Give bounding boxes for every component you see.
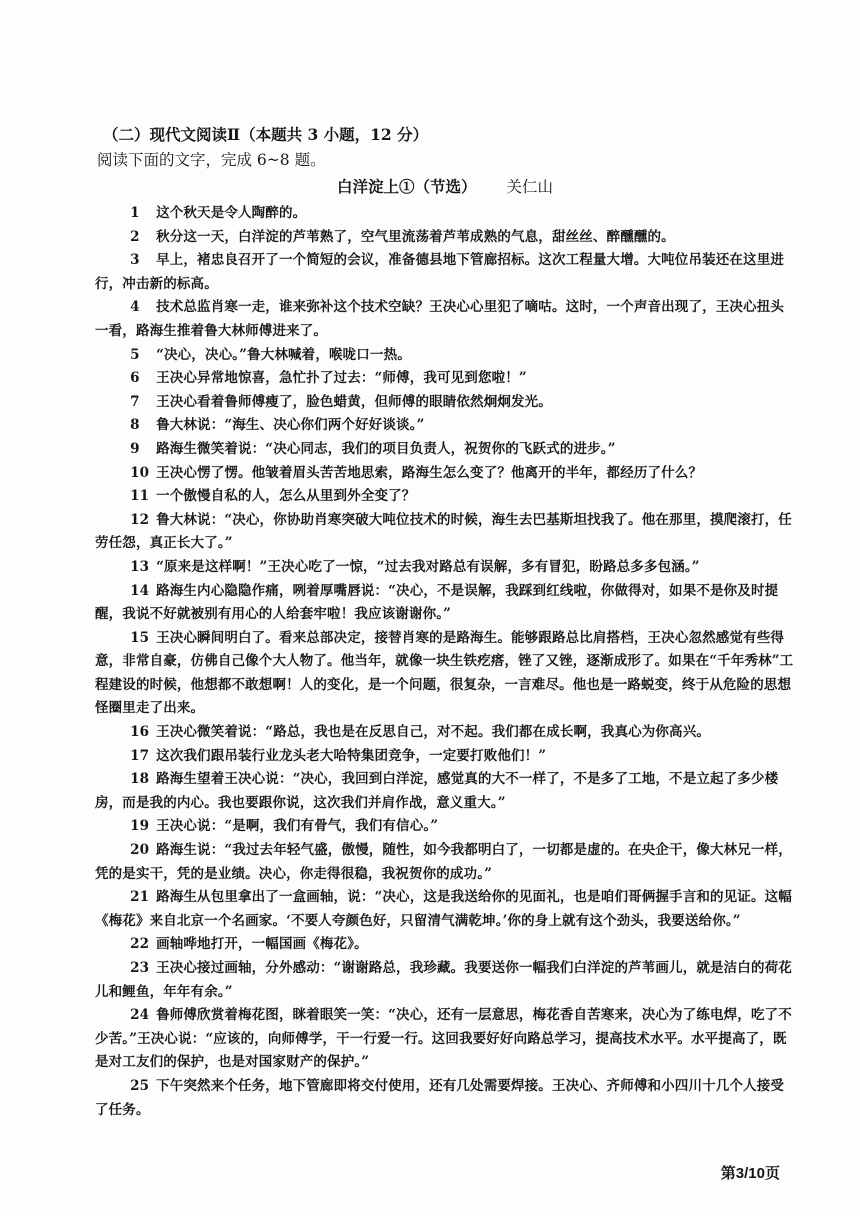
paragraph-text: 王决心看着鲁师傅瘦了，脸色蜡黄，但师傅的眼睛依然炯炯发光。 [156, 393, 552, 410]
paragraph-number: 24 [130, 1007, 150, 1024]
paragraph-number: 15 [130, 629, 150, 646]
article-paragraph [95, 957, 795, 1004]
paragraph-number: 1 [130, 205, 140, 221]
article-paragraph [95, 556, 795, 580]
article-author: 关仁山 [506, 178, 554, 196]
article-paragraph [95, 745, 795, 769]
paragraph-text: 画轴哗地打开，一幅国画《梅花》。 [156, 936, 368, 953]
paragraph-text: 王决心说：“是啊，我们有骨气，我们有信心。” [156, 818, 439, 835]
reading-instruction: 阅读下面的文字，完成 6~8 题。 [97, 151, 326, 169]
paragraph-text: “决心，决心。”鲁大林喊着，喉咙口一热。 [156, 346, 411, 363]
paragraph-number: 2 [130, 228, 140, 245]
article-paragraph [95, 438, 795, 462]
paragraph-number: 13 [130, 558, 150, 575]
paragraph-text: 下午突然来个任务，地下管廊即将交付使用，还有几处需要焊接。王决心、齐师傅和小四川十几个人接受了任务。 [95, 1077, 784, 1118]
paragraph-text: 路海生微笑着说：“决心同志，我们的项目负责人，祝贺你的飞跃式的进步。” [156, 440, 616, 457]
article-paragraph [95, 391, 795, 415]
paragraph-number: 21 [130, 889, 150, 906]
article-paragraph [95, 367, 795, 391]
article-paragraph [95, 414, 795, 438]
article-paragraph [95, 933, 795, 957]
article-paragraph [95, 249, 795, 296]
paragraph-number: 23 [130, 960, 150, 976]
section-title: （二）现代文阅读Ⅱ（本题共 3 小题，12 分） [103, 125, 429, 144]
paragraph-number: 20 [130, 842, 150, 859]
paragraph-text: 技术总监肖寒一走，谁来弥补这个技术空缺？王决心心里犯了嘀咕。这时，一个声音出现了，王决心扭头一看，路海生推着鲁大林师傅进来了。 [95, 299, 784, 339]
paragraph-number: 16 [130, 724, 150, 741]
article-paragraph [95, 509, 795, 556]
paragraph-text: 鲁师傅欣赏着梅花图，眯着眼笑一笑：“决心，还有一层意思，梅花香自苦寒来，决心为了练电焊，吃了不少苦。”王决心说：“应该的，向师傅学，干一行爱一行。这回我要好好向路总学习，提高技术水平。水平提高了，既是对工友们的保护，也是对国家财产的保护。” [95, 1007, 792, 1071]
paragraph-text: 鲁大林说：“决心，你协助肖寒突破大吨位技术的时候，海生去巴基斯坦找我了。他在那里，摸爬滚打，任劳任怨，真正长大了。” [95, 511, 792, 552]
article-paragraph [95, 296, 795, 343]
paragraph-number: 11 [130, 488, 150, 505]
paragraph-number: 25 [130, 1077, 150, 1094]
article-paragraph [95, 768, 795, 815]
paragraph-number: 5 [130, 346, 140, 363]
article-heading [95, 176, 795, 198]
article-paragraph [95, 886, 795, 933]
article-paragraph [95, 344, 795, 368]
article-paragraph [95, 1075, 795, 1122]
article-paragraph [95, 721, 795, 745]
paragraph-number: 7 [130, 393, 140, 410]
article-paragraph [95, 485, 795, 509]
paragraph-text: 王决心愣了愣。他皱着眉头苦苦地思索，路海生怎么变了？他离开的半年，都经历了什么？ [156, 464, 703, 481]
article-body [95, 202, 795, 1122]
article-paragraph [95, 580, 795, 627]
paragraph-number: 22 [130, 936, 150, 953]
page-number: 第3/10页 [720, 1165, 780, 1182]
paragraph-text: 路海生望着王决心说：“决心，我回到白洋淀，感觉真的大不一样了，不是多了工地，不是立起了多少楼房，而是我的内心。我也要跟你说，这次我们并肩作战，意义重大。” [95, 771, 779, 811]
paragraph-text: 路海生内心隐隐作痛，咧着厚嘴唇说：“决心，不是误解，我踩到红线啦，你做得对，如果不是你及时提醒，我说不好就被别有用心的人给套牢啦！我应该谢谢你。” [95, 582, 779, 623]
article-title: 白洋淀上①（节选） [336, 177, 477, 196]
article-paragraph [95, 627, 795, 721]
article-paragraph [95, 226, 795, 250]
article-paragraph [95, 462, 795, 486]
paragraph-text: 这次我们跟吊装行业龙头老大哈特集团竞争，一定要打败他们！” [156, 747, 547, 764]
paragraph-text: 秋分这一天，白洋淀的芦苇熟了，空气里流荡着芦苇成熟的气息，甜丝丝、醉醺醺的。 [156, 228, 675, 245]
paragraph-text: 王决心异常地惊喜，急忙扑了过去：“师傅，我可见到您啦！” [156, 370, 527, 387]
paragraph-text: 路海生说：“我过去年轻气盛，傲慢，随性，如今我都明白了，一切都是虚的。在央企干，像大林兄一样，凭的是实干，凭的是业绩。决心，你走得很稳，我祝贺你的成功。” [95, 842, 792, 882]
paragraph-text: 王决心微笑着说：“路总，我也是在反思自己，对不起。我们都在成长啊，我真心为你高兴。 [156, 724, 711, 741]
paragraph-text: 路海生从包里拿出了一盒画轴，说：“决心，这是我送给你的见面礼，也是咱们哥俩握手言和的见证。这幅《梅花》来自北京一个名画家。‘不要人夸颜色好，只留清气满乾坤。’你的身上就有这个劲头，我要送给你。” [95, 889, 792, 929]
paragraph-text: “原来是这样啊！”王决心吃了一惊，“过去我对路总有误解，多有冒犯，盼路总多多包涵。” [156, 558, 700, 575]
paragraph-number: 17 [130, 747, 150, 764]
paragraph-number: 6 [130, 370, 140, 387]
paragraph-number: 14 [130, 582, 150, 599]
article-paragraph [95, 839, 795, 886]
page-content [95, 124, 795, 1122]
paragraph-number: 19 [130, 818, 150, 835]
article-paragraph [95, 202, 795, 226]
paragraph-text: 早上，褚忠良召开了一个简短的会议，准备德县地下管廊招标。这次工程量大增。大吨位吊装还在这里进行，冲击新的标高。 [95, 252, 784, 292]
paragraph-number: 9 [130, 440, 140, 457]
paragraph-text: 王决心瞬间明白了。看来总部决定，接替肖寒的是路海生。能够跟路总比肩搭档，王决心忽然感觉有些得意，非常自豪，仿佛自己像个大人物了。他当年，就像一块生铁疙瘩，锉了又锉，逐渐成形了。如果在“千年秀林”工程建设的时候，他想都不敢想啊！人的变化，是一个问题，很复杂，一言难尽。他也是一路蜕变，终于从危险的思想怪圈里走了出来。 [95, 629, 794, 717]
paragraph-text: 王决心接过画轴，分外感动：“谢谢路总，我珍藏。我要送你一幅我们白洋淀的芦苇画儿，就是洁白的荷花儿和鲤鱼，年年有余。” [95, 960, 792, 1000]
paragraph-number: 4 [130, 299, 140, 316]
paragraph-number: 8 [130, 417, 140, 434]
article-paragraph [95, 1004, 795, 1075]
article-paragraph [95, 815, 795, 839]
paragraph-text: 这个秋天是令人陶醉的。 [156, 205, 307, 221]
paragraph-text: 鲁大林说：“海生、决心你们两个好好谈谈。” [156, 417, 425, 434]
paragraph-text: 一个傲慢自私的人，怎么从里到外全变了？ [156, 488, 416, 505]
paragraph-number: 18 [130, 771, 150, 788]
paragraph-number: 10 [130, 464, 150, 481]
paragraph-number: 3 [130, 252, 140, 269]
paragraph-number: 12 [130, 511, 150, 528]
